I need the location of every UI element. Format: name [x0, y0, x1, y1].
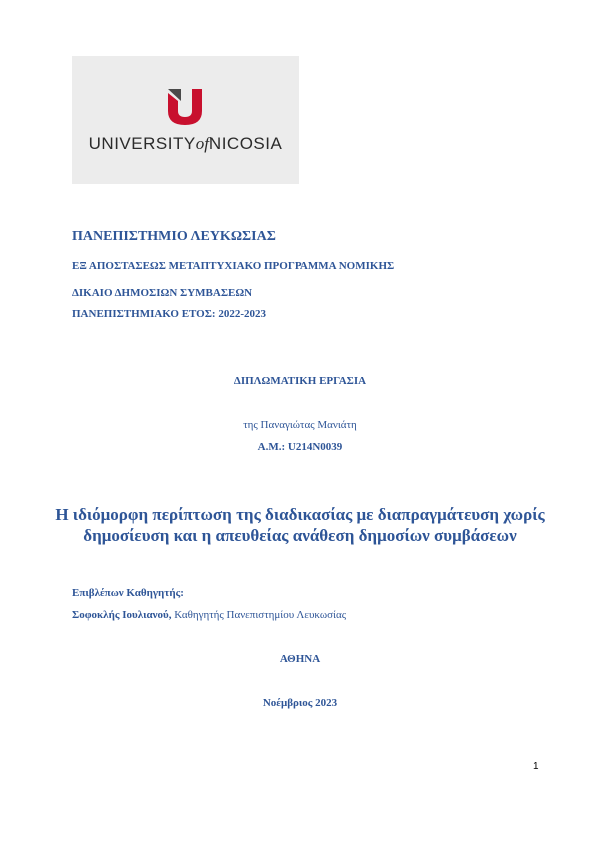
thesis-title-line-1: Η ιδιόμορφη περίπτωση της διαδικασίας με διαπραγμάτευση χωρίς [55, 505, 545, 524]
logo-text-of: of [195, 134, 209, 153]
page-number: 1 [533, 761, 539, 772]
course-name: ΔΙΚΑΙΟ ΔΗΜΟΣΙΩΝ ΣΥΜΒΑΣΕΩΝ [72, 287, 253, 299]
university-of-nicosia-shield-icon [168, 89, 202, 125]
academic-year: ΠΑΝΕΠΙΣΤΗΜΙΑΚΟ ΕΤΟΣ: 2022-2023 [72, 308, 266, 320]
university-name: ΠΑΝΕΠΙΣΤΗΜΙΟ ΛΕΥΚΩΣΙΑΣ [72, 229, 276, 244]
logo-wordmark [72, 134, 299, 154]
thesis-title-line-2: δημοσίευση και η απευθείας ανάθεση δημοσίων συμβάσεων [83, 526, 517, 545]
program-name: ΕΞ ΑΠΟΣΤΑΣΕΩΣ ΜΕΤΑΠΤΥΧΙΑΚΟ ΠΡΟΓΡΑΜΜΑ ΝΟΜΙΚΗΣ [72, 260, 395, 272]
logo-text-university: UNIVERSITY [88, 134, 196, 153]
thesis-author: της Παναγιώτας Μανιάτη [243, 419, 357, 431]
city: ΑΘΗΝΑ [279, 653, 321, 665]
supervisor-line [72, 609, 346, 621]
supervisor-position: Καθηγητής Πανεπιστημίου Λευκωσίας [171, 609, 347, 621]
logo-text-nicosia: NICOSIA [208, 134, 283, 153]
supervisor-label: Επιβλέπων Καθηγητής: [72, 587, 184, 599]
student-id: Α.Μ.: U214N0039 [257, 441, 343, 453]
submission-date: Νοέμβριος 2023 [262, 697, 338, 709]
university-logo [72, 56, 299, 184]
supervisor-name: Σοφοκλής Ιουλιανού, [72, 609, 172, 621]
thesis-type: ΔΙΠΛΩΜΑΤΙΚΗ ΕΡΓΑΣΙΑ [233, 375, 367, 387]
